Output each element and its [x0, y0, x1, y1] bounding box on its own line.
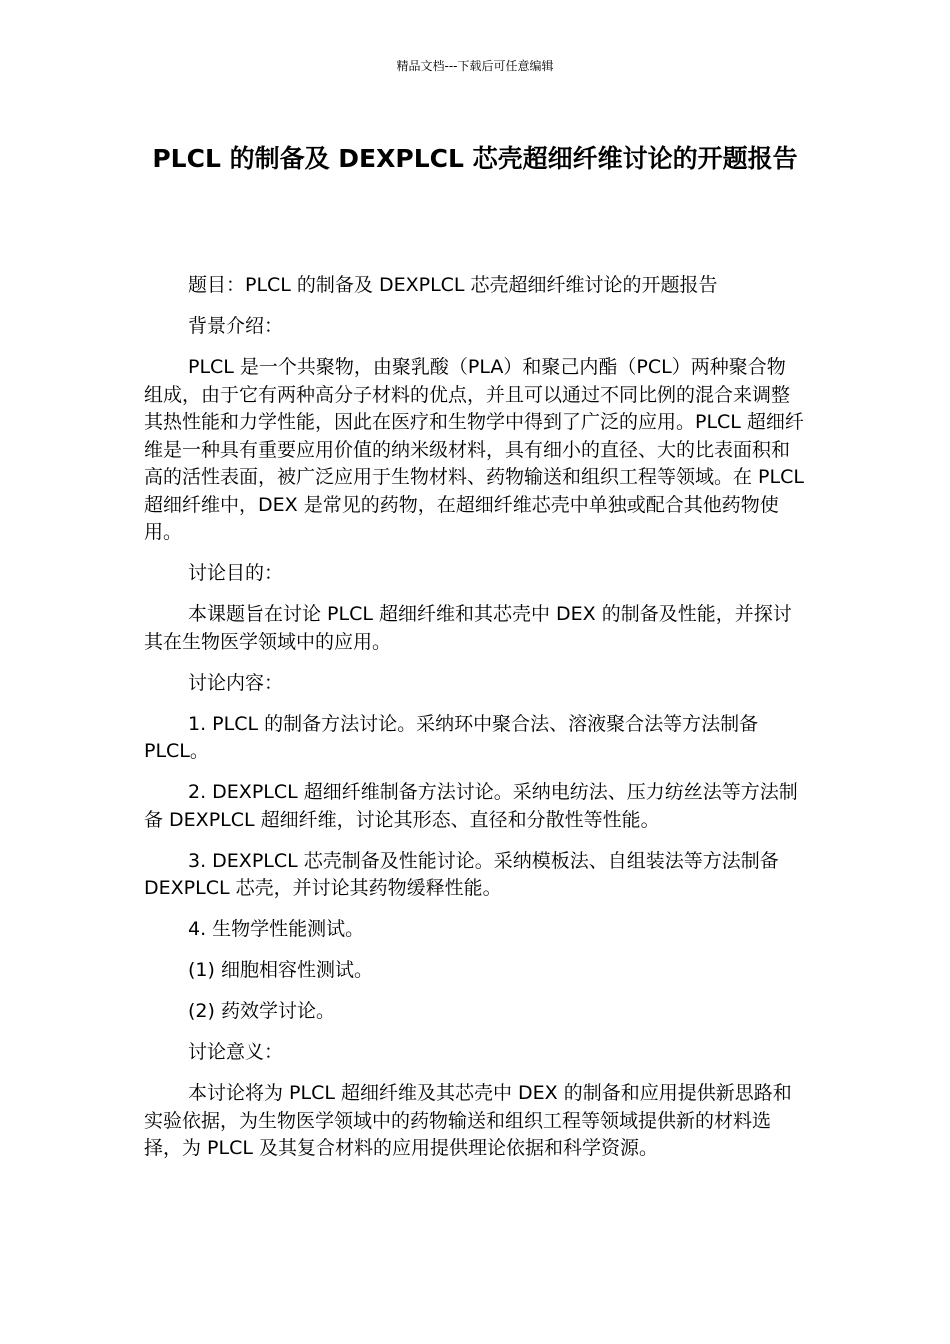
section-heading-significance: 讨论意义：	[188, 1041, 284, 1063]
content-item-2: 2. DEXPLCL 超细纤维制备方法讨论。采纳电纺法、压力纺丝法等方法制备 DEXPLCL 超细纤维，讨论其形态、直径和分散性等性能。	[144, 781, 798, 831]
page-header: 精品文档---下载后可任意编辑	[396, 59, 554, 73]
content-item-4: 4. 生物学性能测试。	[188, 918, 365, 940]
content-item-1: 1. PLCL 的制备方法讨论。采纳环中聚合法、溶液聚合法等方法制备 PLCL。	[144, 712, 759, 762]
topic-line: 题目：PLCL 的制备及 DEXPLCL 芯壳超细纤维讨论的开题报告	[188, 274, 718, 296]
content-subitem-1: (1) 细胞相容性测试。	[188, 959, 373, 981]
background-paragraph: PLCL 是一个共聚物，由聚乳酸（PLA）和聚己内酯（PCL）两种聚合物组成，由于它有两种高分子材料的优点，并且可以通过不同比例的混合来调整其热性能和力学性能，因此在医疗和生物学中得到了广泛的应用。PLCL 超细纤维是一种具有重要应用价值的纳米级材料，具有细小的直径、大的比表面积和高的活性表面，被广泛应用于生物材料、药物输送和组织工程等领域。在 PLCL 超细纤维中，DEX 是常见的药物，在超细纤维芯壳中单独或配合其他药物使用。	[144, 356, 804, 543]
section-heading-background: 背景介绍：	[188, 315, 284, 337]
significance-paragraph: 本讨论将为 PLCL 超细纤维及其芯壳中 DEX 的制备和应用提供新思路和实验依据，为生物医学领域中的药物输送和组织工程等领域提供新的材料选择，为 PLCL 及其复合材料的应用提供理论依据和科学资源。	[144, 1082, 792, 1159]
section-heading-content: 讨论内容：	[188, 671, 284, 694]
content-subitem-2: (2) 药效学讨论。	[188, 1000, 335, 1022]
content-item-3: 3. DEXPLCL 芯壳制备及性能讨论。采纳模板法、自组装法等方法制备 DEXPLCL 芯壳，并讨论其药物缓释性能。	[144, 849, 779, 899]
section-heading-purpose: 讨论目的：	[188, 562, 284, 584]
document-title: PLCL 的制备及 DEXPLCL 芯壳超细纤维讨论的开题报告	[152, 144, 798, 173]
document-body	[144, 272, 804, 1176]
purpose-paragraph: 本课题旨在讨论 PLCL 超细纤维和其芯壳中 DEX 的制备及性能，并探讨其在生物医学领域中的应用。	[144, 603, 792, 653]
